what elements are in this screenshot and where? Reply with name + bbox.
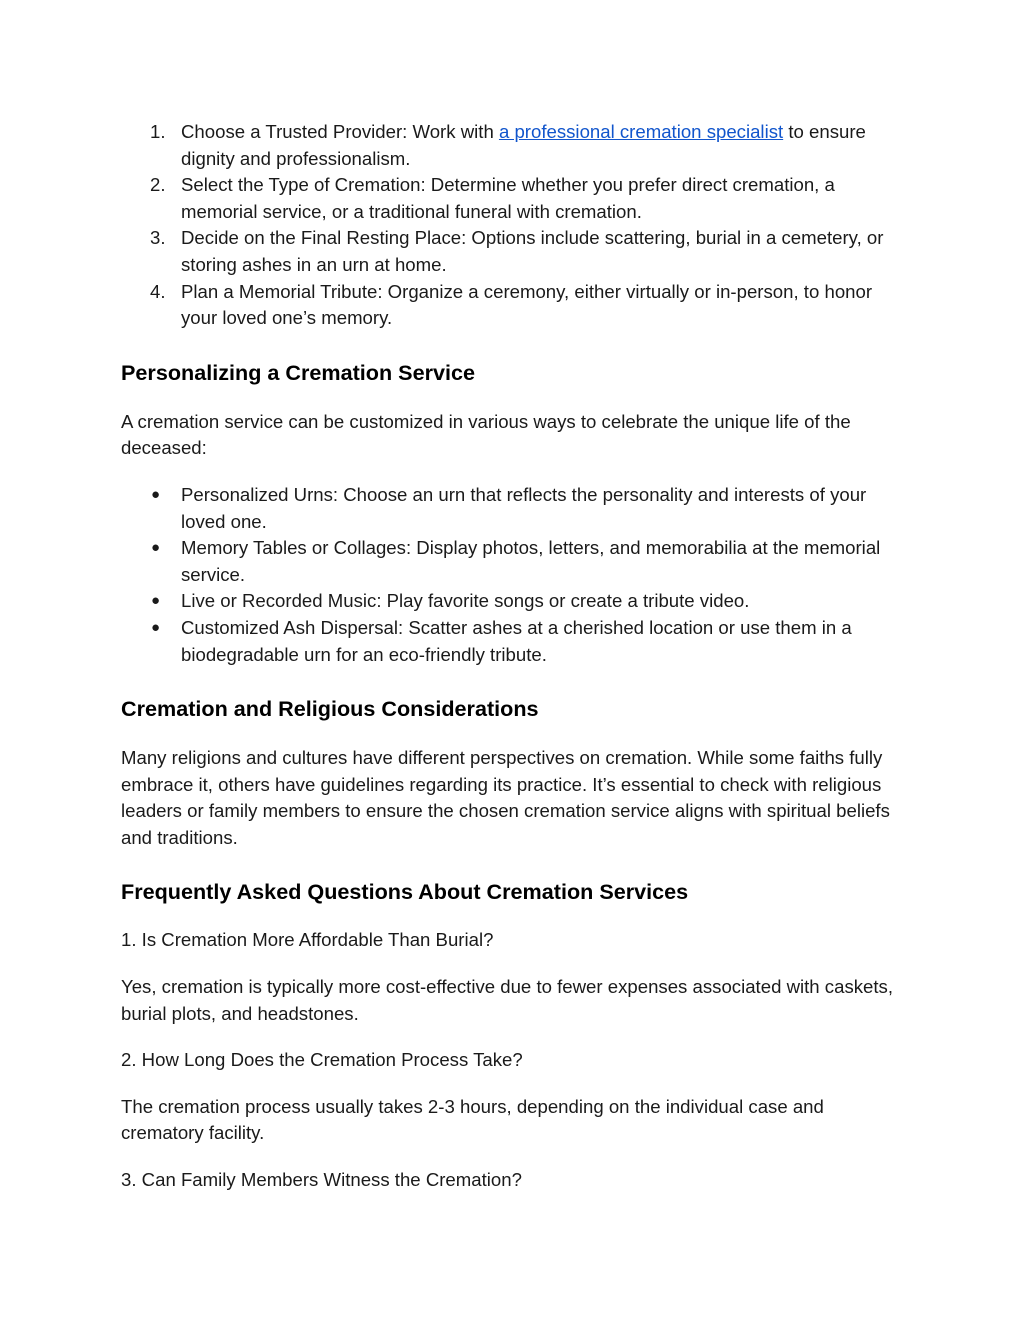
list-item xyxy=(121,172,906,225)
bullet-icon: ● xyxy=(151,592,161,610)
list-item xyxy=(121,588,906,615)
list-item xyxy=(121,225,906,278)
list-item-text: Live or Recorded Music: Play favorite songs or create a tribute video. xyxy=(181,590,750,612)
faq-question: 2. How Long Does the Cremation Process Take? xyxy=(121,1049,523,1071)
faq-answer: The cremation process usually takes 2-3 hours, depending on the individual case and crematory facility. xyxy=(121,1095,824,1144)
section-heading-religious: Cremation and Religious Considerations xyxy=(121,696,539,722)
list-item-text: to ensure dignity and professionalism. xyxy=(181,121,866,169)
list-number: 4. xyxy=(150,280,166,302)
list-number: 3. xyxy=(150,227,166,249)
list-item xyxy=(121,279,906,332)
list-number: 1. xyxy=(150,121,166,142)
personalization-bullet-list xyxy=(121,482,906,668)
list-item-text: Personalized Urns: Choose an urn that reflects the personality and interests of your loved one. xyxy=(181,483,867,532)
list-item-text: Select the Type of Cremation: Determine whether you prefer direct cremation, a memorial service, or a traditional funeral with cremation. xyxy=(181,174,835,222)
cremation-specialist-link[interactable]: a professional cremation specialist xyxy=(498,121,784,142)
section-heading-personalizing: Personalizing a Cremation Service xyxy=(121,359,476,385)
bullet-icon: ● xyxy=(151,485,161,503)
faq-question: 1. Is Cremation More Affordable Than Burial? xyxy=(121,929,494,951)
list-item xyxy=(121,615,906,668)
bullet-icon: ● xyxy=(151,539,161,557)
list-item xyxy=(121,535,906,588)
list-item-text: Decide on the Final Resting Place: Options include scattering, burial in a cemetery, or storing ashes in an urn at home. xyxy=(181,227,884,275)
religious-paragraph: Many religions and cultures have different perspectives on cremation. While some faiths fully embrace it, others have guidelines regarding its practice. It’s essential to check with religious leaders or family members to ensure the chosen cremation service aligns with spiritual beliefs and traditions. xyxy=(121,747,890,848)
list-item-text: Plan a Memorial Tribute: Organize a ceremony, either virtually or in-person, to honor your loved one’s memory. xyxy=(181,280,873,329)
list-item-text: Choose a Trusted Provider: Work with xyxy=(181,121,499,142)
list-item xyxy=(121,119,906,172)
document-page xyxy=(121,119,906,1194)
list-number: 2. xyxy=(150,174,166,196)
faq-question: 3. Can Family Members Witness the Cremation? xyxy=(121,1169,522,1191)
bullet-icon: ● xyxy=(151,618,161,636)
list-item-text: Memory Tables or Collages: Display photos, letters, and memorabilia at the memorial service. xyxy=(181,537,881,585)
list-item xyxy=(121,482,906,535)
steps-list xyxy=(121,119,906,332)
section-heading-faq: Frequently Asked Questions About Cremation Services xyxy=(121,879,689,905)
personalizing-intro: A cremation service can be customized in various ways to celebrate the unique life of the deceased: xyxy=(121,410,851,459)
faq-answer: Yes, cremation is typically more cost-effective due to fewer expenses associated with caskets, burial plots, and headstones. xyxy=(121,976,894,1024)
list-item-text: Customized Ash Dispersal: Scatter ashes at a cherished location or use them in a biodegradable urn for an eco-friendly tribute. xyxy=(181,616,852,665)
